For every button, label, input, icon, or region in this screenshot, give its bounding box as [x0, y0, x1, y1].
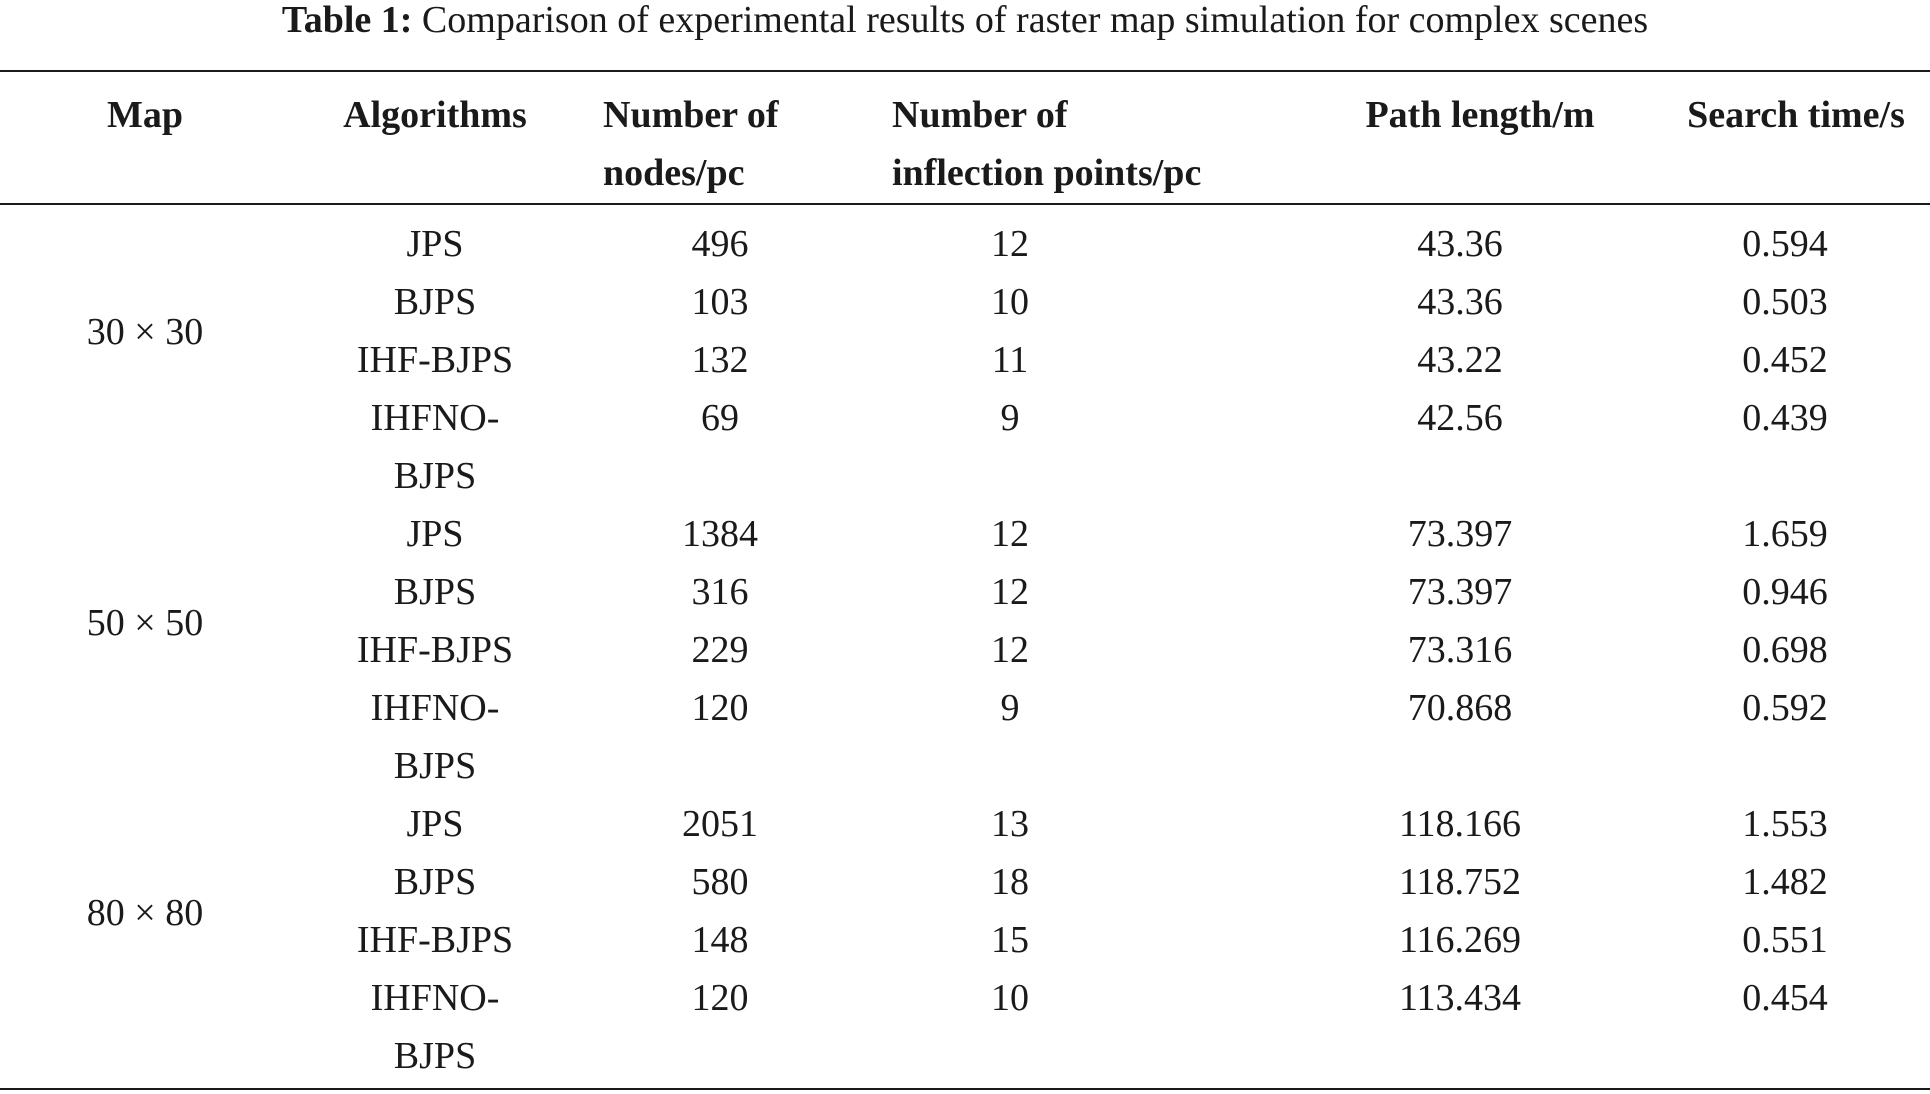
search-time-cell: 0.452: [1742, 339, 1828, 381]
algorithm-cell: JPS: [406, 223, 464, 265]
table-header-rule: [0, 203, 1930, 205]
inflection-cell: 15: [991, 919, 1029, 961]
path-length-cell: 70.868: [1407, 687, 1513, 729]
header-inflection-line1: Number of: [892, 94, 1068, 136]
algorithm-cell: BJPS: [393, 861, 477, 903]
map-cell: 30 × 30: [86, 311, 204, 353]
algorithm-cell: BJPS: [393, 281, 477, 323]
inflection-cell: 18: [991, 861, 1029, 903]
inflection-cell: 12: [991, 629, 1029, 671]
path-length-cell: 118.166: [1398, 803, 1522, 845]
header-nodes-line1: Number of: [603, 94, 779, 136]
inflection-cell: 10: [991, 281, 1029, 323]
nodes-cell: 120: [691, 687, 749, 729]
nodes-cell: 148: [691, 919, 749, 961]
nodes-cell: 580: [691, 861, 749, 903]
nodes-cell: 496: [691, 223, 749, 265]
algorithm-cell: IHFNO-: [370, 397, 500, 439]
path-length-cell: 43.36: [1417, 223, 1503, 265]
path-length-cell: 118.752: [1398, 861, 1522, 903]
path-length-cell: 116.269: [1398, 919, 1522, 961]
map-cell: 80 × 80: [86, 892, 204, 934]
table-caption-label: Table 1:: [281, 0, 413, 41]
nodes-cell: 103: [691, 281, 749, 323]
search-time-cell: 1.553: [1742, 803, 1828, 845]
table-caption: [0, 0, 1930, 40]
algorithm-cell: JPS: [406, 513, 464, 555]
inflection-cell: 12: [991, 513, 1029, 555]
header-nodes: [603, 86, 863, 202]
table-top-rule: [0, 70, 1930, 72]
path-length-cell: 73.397: [1407, 513, 1513, 555]
search-time-cell: 0.503: [1742, 281, 1828, 323]
header-algorithms: Algorithms: [343, 94, 527, 136]
inflection-cell: 13: [991, 803, 1029, 845]
algorithm-cell: IHFNO-: [370, 687, 500, 729]
search-time-cell: 0.698: [1742, 629, 1828, 671]
search-time-cell: 0.439: [1742, 397, 1828, 439]
header-nodes-line2: nodes/pc: [603, 152, 745, 194]
algorithm-cell-continuation: BJPS: [393, 455, 477, 497]
header-search-time: Search time/s: [1687, 94, 1905, 136]
nodes-cell: 316: [691, 571, 749, 613]
nodes-cell: 132: [691, 339, 749, 381]
algorithm-cell: IHFNO-: [370, 977, 500, 1019]
algorithm-cell-continuation: BJPS: [393, 1035, 477, 1077]
algorithm-cell: IHF-BJPS: [356, 629, 514, 671]
inflection-cell: 12: [991, 223, 1029, 265]
search-time-cell: 0.592: [1742, 687, 1828, 729]
header-inflection-line2: inflection points/pc: [892, 152, 1202, 194]
path-length-cell: 73.316: [1407, 629, 1513, 671]
algorithm-cell: BJPS: [393, 571, 477, 613]
map-cell: 50 × 50: [86, 602, 204, 644]
algorithm-cell: IHF-BJPS: [356, 919, 514, 961]
table-caption-text: Comparison of experimental results of raster map simulation for complex scenes: [412, 0, 1649, 41]
inflection-cell: 12: [991, 571, 1029, 613]
path-length-cell: 113.434: [1398, 977, 1522, 1019]
path-length-cell: 43.22: [1417, 339, 1503, 381]
inflection-cell: 9: [1000, 687, 1020, 729]
path-length-cell: 42.56: [1417, 397, 1503, 439]
algorithm-cell-continuation: BJPS: [393, 745, 477, 787]
nodes-cell: 229: [691, 629, 749, 671]
path-length-cell: 43.36: [1417, 281, 1503, 323]
search-time-cell: 0.551: [1742, 919, 1828, 961]
nodes-cell: 2051: [682, 803, 758, 845]
path-length-cell: 73.397: [1407, 571, 1513, 613]
table-bottom-rule: [0, 1088, 1930, 1090]
nodes-cell: 120: [691, 977, 749, 1019]
algorithm-cell: IHF-BJPS: [356, 339, 514, 381]
inflection-cell: 11: [991, 339, 1029, 381]
header-map: Map: [107, 94, 183, 136]
inflection-cell: 9: [1000, 397, 1020, 439]
nodes-cell: 1384: [682, 513, 758, 555]
search-time-cell: 0.454: [1742, 977, 1828, 1019]
search-time-cell: 1.659: [1742, 513, 1828, 555]
search-time-cell: 0.594: [1742, 223, 1828, 265]
nodes-cell: 69: [701, 397, 739, 439]
header-path-length: Path length/m: [1365, 94, 1595, 136]
search-time-cell: 1.482: [1742, 861, 1828, 903]
search-time-cell: 0.946: [1742, 571, 1828, 613]
inflection-cell: 10: [991, 977, 1029, 1019]
algorithm-cell: JPS: [406, 803, 464, 845]
header-inflection: [892, 86, 1312, 202]
